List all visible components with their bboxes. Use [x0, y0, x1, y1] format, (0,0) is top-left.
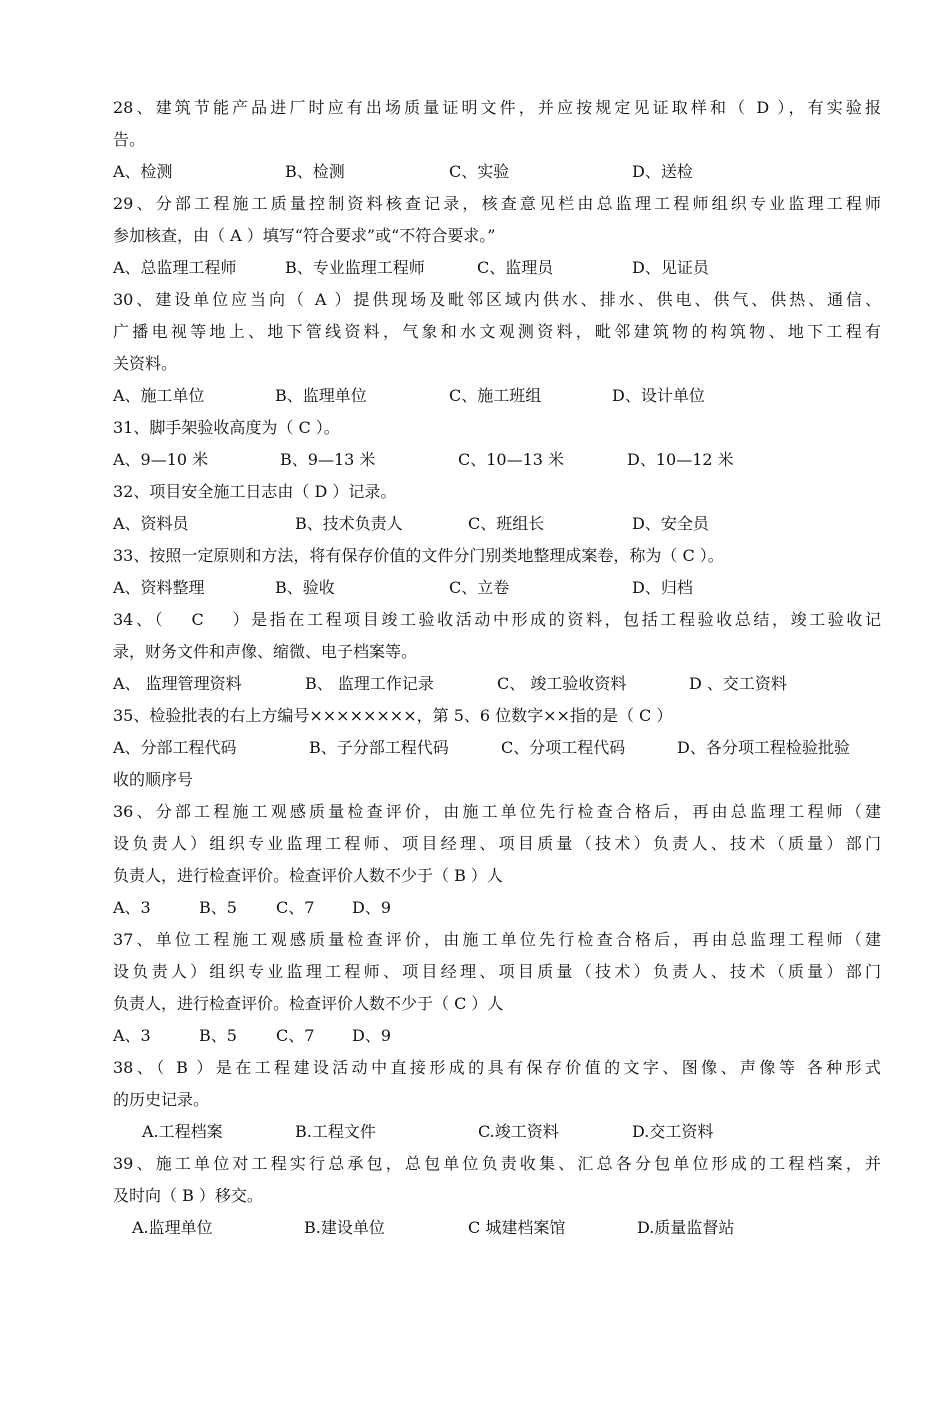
- option-a: A、3: [113, 898, 151, 917]
- question-30-text-line-1: 30、建设单位应当向（ A ）提供现场及毗邻区域内供水、排水、供电、供气、供热、通信、: [113, 290, 881, 309]
- option-b: B、检测: [285, 162, 345, 181]
- question-39-options: [113, 1212, 735, 1244]
- option-d: D、安全员: [632, 514, 709, 533]
- question-29-options: [113, 252, 709, 284]
- option-d: D 、交工资料: [689, 674, 787, 693]
- question-36-options: [113, 892, 392, 924]
- option-a: A、检测: [113, 162, 173, 181]
- option-b: B.工程文件: [295, 1122, 376, 1141]
- option-a: A、总监理工程师: [113, 258, 237, 277]
- option-a: A、9—10 米: [113, 450, 209, 469]
- question-28-text-line-2: 告。: [113, 130, 146, 149]
- question-28-text-line-1: 28、建筑节能产品进厂时应有出场质量证明文件，并应按规定见证取样和（ D ），有实验报: [113, 98, 881, 117]
- question-37-text-line-1: 37、单位工程施工观感质量检查评价，由施工单位先行检查合格后，再由总监理工程师（建: [113, 930, 881, 949]
- question-32-text-line-1: 32、项目安全施工日志由（ D ）记录。: [113, 482, 397, 501]
- question-37-options: [113, 1020, 392, 1052]
- option-b: B、5: [199, 898, 237, 917]
- option-a: A、 监理管理资料: [113, 674, 242, 693]
- option-b: B、子分部工程代码: [309, 738, 449, 757]
- option-d: D、归档: [632, 578, 693, 597]
- option-d: D、9: [352, 1026, 392, 1045]
- option-b: B、5: [199, 1026, 237, 1045]
- question-34-text-line-1: 34、（ C ）是指在工程项目竣工验收活动中形成的资料，包括工程验收总结，竣工验收记: [113, 610, 881, 629]
- option-a: A、分部工程代码: [113, 738, 237, 757]
- question-34-text-line-2: 录，财务文件和声像、缩微、电子档案等。: [113, 642, 418, 661]
- option-d: D、设计单位: [612, 386, 705, 405]
- question-30-text-line-2: 广播电视等地上、地下管线资料，气象和水文观测资料，毗邻建筑物的构筑物、地下工程有: [113, 322, 881, 341]
- question-29-text-line-1: 29、分部工程施工质量控制资料核查记录，核查意见栏由总监理工程师组织专业监理工程师: [113, 194, 881, 213]
- option-d: D、送检: [632, 162, 693, 181]
- question-38-text-line-1: 38、（ B ）是在工程建设活动中直接形成的具有保存价值的文字、图像、声像等 各种形式: [113, 1058, 881, 1077]
- option-c: C、10—13 米: [458, 450, 565, 469]
- option-d: D、10—12 米: [627, 450, 734, 469]
- option-c: C、立卷: [449, 578, 510, 597]
- option-b: B、监理单位: [275, 386, 367, 405]
- question-34-options: [113, 668, 787, 700]
- option-c: C、施工班组: [449, 386, 542, 405]
- question-38-text-line-2: 的历史记录。: [113, 1090, 210, 1109]
- option-a: A、资料整理: [113, 578, 205, 597]
- option-c: C、7: [276, 1026, 315, 1045]
- option-c: C、 竣工验收资料: [497, 674, 627, 693]
- question-30-text-line-3: 关资料。: [113, 354, 178, 373]
- question-30-options: [113, 380, 705, 412]
- question-39-text-line-2: 及时向（ B ）移交。: [113, 1186, 263, 1205]
- option-c: C、实验: [449, 162, 510, 181]
- question-29-text-line-2: 参加核查，由（ A ）填写“符合要求”或“不符合要求。”: [113, 226, 496, 245]
- option-c: C、班组长: [468, 514, 545, 533]
- option-c: C 城建档案馆: [468, 1218, 566, 1237]
- option-a: A、施工单位: [113, 386, 205, 405]
- question-35-text-line-1: 35、检验批表的右上方编号××××××××，第 5、6 位数字××指的是（ C ）: [113, 706, 673, 725]
- option-b: B、验收: [275, 578, 335, 597]
- option-a: A.监理单位: [132, 1218, 213, 1237]
- option-a: A、资料员: [113, 514, 189, 533]
- question-33-text-line-1: 33、按照一定原则和方法，将有保存价值的文件分门别类地整理成案卷，称为（ C ）。: [113, 546, 724, 565]
- option-c: C、7: [276, 898, 315, 917]
- question-32-options: [113, 508, 709, 540]
- option-d: D.质量监督站: [637, 1218, 735, 1237]
- option-c: C、监理员: [477, 258, 554, 277]
- option-b: B、9—13 米: [280, 450, 376, 469]
- option-d: D、9: [352, 898, 392, 917]
- question-33-options: [113, 572, 693, 604]
- option-c: C、分项工程代码: [501, 738, 626, 757]
- question-35-options: [113, 732, 850, 764]
- option-d: D、各分项工程检验批验: [677, 738, 850, 757]
- option-b: B.建设单位: [304, 1218, 385, 1237]
- question-31-text-line-1: 31、脚手架验收高度为（ C ）。: [113, 418, 340, 437]
- question-37-text-line-2: 设负责人）组织专业监理工程师、项目经理、项目质量（技术）负责人、技术（质量）部门: [113, 962, 881, 981]
- question-31-options: [113, 444, 734, 476]
- question-37-text-line-3: 负责人，进行检查评价。检查评价人数不少于（ C ）人: [113, 994, 504, 1013]
- question-36-text-line-2: 设负责人）组织专业监理工程师、项目经理、项目质量（技术）负责人、技术（质量）部门: [113, 834, 881, 853]
- option-c: C.竣工资料: [478, 1122, 559, 1141]
- question-36-text-line-3: 负责人，进行检查评价。检查评价人数不少于（ B ）人: [113, 866, 503, 885]
- option-a: A、3: [113, 1026, 151, 1045]
- question-36-text-line-1: 36、分部工程施工观感质量检查评价，由施工单位先行检查合格后，再由总监理工程师（建: [113, 802, 881, 821]
- option-a: A.工程档案: [142, 1122, 223, 1141]
- question-39-text-line-1: 39、施工单位对工程实行总承包，总包单位负责收集、汇总各分包单位形成的工程档案，并: [113, 1154, 881, 1173]
- question-28-options: [113, 156, 693, 188]
- option-b: B、技术负责人: [295, 514, 403, 533]
- option-d: D、见证员: [632, 258, 709, 277]
- question-38-options: [113, 1116, 714, 1148]
- option-b: B、专业监理工程师: [285, 258, 425, 277]
- question-35-option-d-continued: 收的顺序号: [113, 770, 194, 789]
- option-b: B、 监理工作记录: [305, 674, 434, 693]
- option-d: D.交工资料: [632, 1122, 714, 1141]
